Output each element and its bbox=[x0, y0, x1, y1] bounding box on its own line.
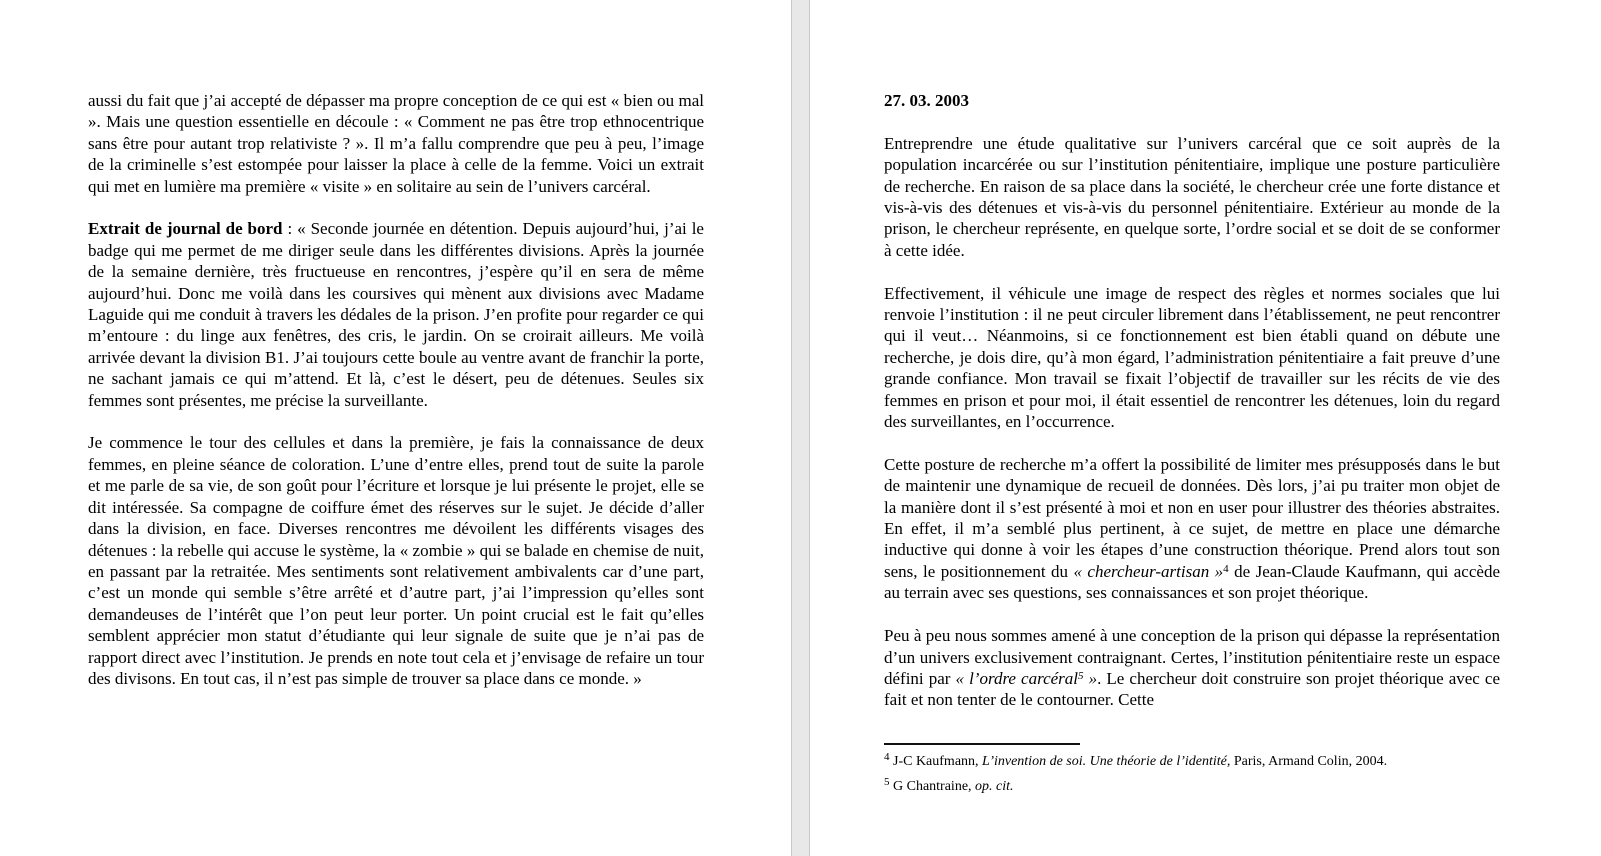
text-run: G Chantraine, bbox=[889, 779, 976, 794]
text-run: Peu à peu nous sommes amené à une conception de la prison qui dépasse la représentation d’un univers exclusivement contraignant. Certes, l’institution pénitentiaire reste un espace défini par bbox=[884, 626, 1500, 688]
text-run: de Jean-Claude Kaufmann, qui accède au terrain avec ses questions, ses connaissances et son projet théorique. bbox=[884, 561, 1500, 603]
text-run: aussi du fait que j’ai accepté de dépasser ma propre conception de ce qui est « bien ou mal ». Mais une question essentielle en découle : « Comment ne pas être trop ethnocentrique sans être pour autant trop relativiste ? ». Il m’a fallu comprendre que peu à peu, l’image de la criminelle s’est estompée pour laisser la place à celle de la femme. Voici un extrait qui met en lumière ma première « visite » en solitaire au sein de l’univers carcéral. bbox=[88, 91, 704, 196]
text-run: op. cit. bbox=[975, 779, 1014, 794]
text-run: J-C Kaufmann, bbox=[889, 754, 983, 769]
page-gutter bbox=[791, 0, 810, 856]
text-run: 5 bbox=[1078, 669, 1084, 682]
footnote-separator bbox=[884, 743, 1080, 745]
text-run: 5 bbox=[884, 776, 890, 788]
paragraph bbox=[88, 432, 704, 689]
footnote bbox=[884, 778, 1500, 796]
footnote bbox=[884, 753, 1500, 771]
text-run: L’invention de soi. Une théorie de l’identité, bbox=[982, 754, 1231, 769]
text-run: Je commence le tour des cellules et dans la première, je fais la connaissance de deux femmes, en pleine séance de coloration. L’une d’entre elles, prend tout de suite la parole et me parle de sa vie, de son goût pour l’écriture et lorsque je lui présente le projet, elle se dit intéressée. Sa compagne de coiffure émet des réserves sur le sujet. Je décide d’aller dans la division, en face. Diverses rencontres me dévoilent les différents visages des détenues : la rebelle qui accuse le système, la « zombie » qui se balade en chemise de nuit, en passant par la retraitée. Mes sentiments sont relativement ambivalents car d’une part, c’est un monde qui semble s’être arrêté et d’autre part, j’ai l’impression qu’elles sont demandeuses de l’intérêt que l’on peut leur porter. Un point crucial est le fait qu’elles semblent apprécier mon statut d’étudiante qui leur signale de suite que je n’ai pas de rapport direct avec l’institution. Je prends en note tout cela et j’envisage de refaire un tour des divisons. En tout cas, il n’est pas simple de trouver sa place dans ce monde. » bbox=[88, 433, 704, 688]
text-run: » bbox=[1083, 668, 1098, 688]
text-run: Extrait de journal de bord bbox=[88, 219, 283, 239]
paragraph bbox=[884, 625, 1500, 711]
text-run: Effectivement, il véhicule une image de respect des règles et normes sociales que lui renvoie l’institution : il ne peut circuler librement dans l’établissement, ne peut rencontrer qui il veut… Néanmoins, si ce fonctionnement est bien établi quand on débute une recherche, je dois dire, qu’à mon égard, l’administration pénitentiaire a fait preuve d’une grande confiance. Mon travail se fixait l’objectif de travailler sur les récits de vie des femmes en prison et pour moi, il était essentiel de rencontrer les détenues, loin du regard des surveillantes, en l’occurrence. bbox=[884, 283, 1500, 432]
text-run: Entreprendre une étude qualitative sur l’univers carcéral que ce soit auprès de la population incarcérée ou sur l’institution pénitentiaire, implique une posture particulière de recherche. En raison de sa place dans la société, le chercheur crée une forte distance et vis-à-vis des détenues et vis-à-vis du personnel pénitentiaire. Extérieur au monde de la prison, le chercheur représente, en quelque sorte, l’ordre social et se doit de se conformer à cette idée. bbox=[884, 133, 1500, 260]
paragraph bbox=[88, 90, 704, 197]
text-run: 4 bbox=[1223, 562, 1229, 575]
paragraph bbox=[884, 454, 1500, 604]
paragraph bbox=[88, 218, 704, 411]
date-heading: 27. 03. 2003 bbox=[884, 91, 969, 110]
paragraph bbox=[884, 283, 1500, 433]
page-left bbox=[88, 90, 704, 689]
text-run: « chercheur-artisan » bbox=[1073, 561, 1224, 581]
footnotes-section bbox=[884, 743, 1500, 803]
text-run: Paris, Armand Colin, 2004. bbox=[1230, 754, 1388, 769]
text-run: : « Seconde journée en détention. Depuis aujourd’hui, j’ai le badge qui me permet de me diriger seule dans les différentes divisions. Après la journée de la semaine dernière, très fructueuse en rencontres, j’espère qu’il en sera de même aujourd’hui. Donc me voilà dans les coursives qui mènent aux divisions avec Madame Laguide qui me conduit à travers les dédales de la prison. J’en profite pour regarder ce qui m’entoure : du linge aux fenêtres, des cris, le jardin. On se croirait ailleurs. Me voilà arrivée devant la division B1. J’ai toujours cette boule au ventre avant de franchir la porte, ne sachant jamais ce qui m’attend. Et là, c’est le désert, peu de détenues. Seules six femmes sont présentes, me précise la surveillante. bbox=[88, 219, 704, 410]
text-run: . Le chercheur doit construire son projet théorique avec ce fait et non tenter de le contourner. Cette bbox=[884, 668, 1500, 710]
text-run: « l’ordre carcéral bbox=[955, 668, 1078, 688]
text-run: 4 bbox=[884, 751, 890, 763]
paragraph bbox=[884, 133, 1500, 261]
text-run: Cette posture de recherche m’a offert la possibilité de limiter mes présupposés dans le but de maintenir une dynamique de recueil de données. Dès lors, j’ai pu traiter mon objet de la manière dont il s’est présenté à moi et non en user pour illustrer des théories abstraites. En effet, il m’a semblé plus pertinent, à ce sujet, de mettre en place une démarche inductive qui donne à voir les étapes d’une construction théorique. Prend alors tout son sens, le positionnement du bbox=[884, 454, 1500, 581]
page-right bbox=[884, 90, 1500, 711]
